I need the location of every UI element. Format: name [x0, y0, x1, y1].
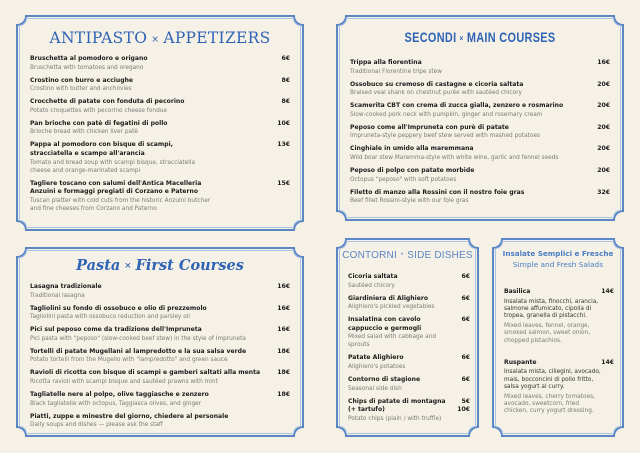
menu-item-description-italian: Insalata mista, finocchi, arancia, salmone affumicato, cipolla di tropea, granella di pistacchi. [504, 298, 599, 319]
title-italian: ANTIPASTO [49, 29, 148, 47]
menu-item-name: Cicoria saltata [348, 273, 398, 280]
menu-item [30, 369, 290, 386]
menu-item [350, 124, 610, 141]
title-italian: CONTORNI [342, 250, 397, 261]
menu-item-price: 6€ [461, 316, 470, 324]
menu-item [348, 398, 470, 423]
contorni-section [336, 238, 479, 437]
menu-item-price: 6€ [461, 375, 470, 383]
menu-item-text [350, 59, 597, 76]
menu-item [350, 167, 610, 184]
menu-item-price: 18€ [277, 369, 290, 377]
menu-item-text [30, 305, 277, 322]
menu-item-price: 10€ [277, 119, 290, 127]
title-italian: Insalate Semplici e Fresche [502, 249, 614, 258]
menu-item [504, 359, 614, 416]
menu-item-text [350, 124, 597, 141]
menu-item-description: Octopus "peposo" with soft potatoes [350, 176, 457, 183]
menu-list [350, 59, 610, 210]
menu-item-name: Filetto di manzo alla Rossini con il nostro foie gras [350, 188, 525, 196]
menu-item-text [30, 283, 277, 300]
menu-list [30, 55, 290, 218]
menu-item-description: Braised veal shank on chestnut purée with sautéed chicory [350, 90, 522, 97]
menu-item-description: Traditional Florentine tripe stew [350, 68, 442, 75]
menu-item-text [30, 326, 277, 343]
menu-item-text [350, 189, 597, 206]
menu-item-price: 13€ [277, 141, 290, 149]
menu-item-description: Impruneta-style peppery beef stew served with mashed potatoes [350, 133, 541, 140]
menu-list [30, 283, 290, 434]
section-title [16, 29, 304, 47]
menu-item-description: Crostino with butter and anchovies [30, 86, 132, 93]
menu-item [350, 145, 610, 162]
menu-item-text [30, 98, 282, 115]
section-title [492, 248, 624, 270]
menu-item-text [348, 354, 462, 371]
menu-item-name: Lasagna tradizionale [30, 283, 102, 290]
menu-list [348, 273, 470, 428]
menu-item-name: Cinghiale in umido alla maremmana [350, 145, 474, 153]
menu-item-text [30, 120, 277, 137]
menu-item-name: Tagliatelle nere al polpo, olive taggiasche e zenzero [30, 390, 209, 398]
menu-item-text [30, 180, 277, 213]
menu-item-price: 20€ [597, 123, 610, 131]
menu-item-name: Crocchette di patate con fonduta di pecorino [30, 98, 185, 106]
menu-item-price: 20€ [597, 145, 610, 153]
menu-item-price: 20€ [597, 80, 610, 88]
menu-item-price: 6€ [281, 55, 290, 62]
menu-item-text [350, 81, 597, 98]
menu-item [348, 273, 470, 290]
menu-item-name: Giardiniera di Alighiero [348, 294, 429, 302]
antipasto-section [16, 15, 304, 231]
menu-item-description: Wild boar stew Maremma-style with white wine, garlic and fennel seeds [350, 154, 559, 161]
insalate-section [492, 238, 624, 437]
menu-item-description: Alighiero's potatoes [348, 363, 406, 370]
menu-item-description: Seasonal side dish [348, 385, 402, 392]
menu-item-text [348, 273, 462, 290]
section-title [336, 250, 479, 261]
menu-item-description: Tagliolini pasta with ossobuco reduction and parsley oil [30, 314, 190, 321]
menu-item-description: Daily soups and dishes — please ask the staff [30, 422, 163, 429]
menu-item-price: 6€ [461, 354, 470, 362]
menu-item-name: Tortelli di patate Mugellani al lampredotto e la sua salsa verde [30, 347, 247, 355]
menu-item [348, 295, 470, 312]
menu-item-text [350, 167, 597, 184]
menu-item [350, 102, 610, 119]
menu-item-name: Basilica [504, 288, 531, 295]
menu-item-description-english: Mixed leaves, fennel, orange, smoked salmon, sweet onion, chopped pistachios. [504, 323, 591, 344]
menu-item-text [30, 348, 277, 365]
menu-item-description: Potato chips (plain / with truffle) [348, 415, 442, 422]
title-italian: Pasta [76, 257, 121, 274]
menu-item [30, 305, 290, 322]
menu-item-name: Pappa al pomodoro con bisque di scampi, stracciatella e scampo all'arancia [30, 141, 173, 157]
title-english: MAIN COURSES [466, 29, 556, 45]
title-english: SIDE DISHES [407, 250, 473, 261]
title-italian: SECONDI [404, 29, 457, 45]
menu-item [30, 413, 290, 430]
menu-list [504, 288, 614, 430]
menu-item-price: 16€ [597, 59, 610, 66]
menu-item-price: 16€ [277, 304, 290, 312]
menu-item-name: Crostino con burro e acciughe [30, 76, 134, 84]
menu-item [30, 391, 290, 408]
menu-item-price: 18€ [277, 347, 290, 355]
secondi-section [336, 15, 624, 221]
menu-item-text [350, 145, 597, 162]
menu-item-name: Ossobuco su cremoso di castagne e cicoria saltata [350, 80, 524, 88]
menu-item-description: Tuscan platter with cold cuts from the historic Anzuini butcher and fine cheeses from Corzano and Paterno [30, 197, 211, 212]
menu-item-name: Pici sul peposo come da tradizione dell'Impruneta [30, 326, 202, 334]
menu-item-description: Traditional lasagna [30, 292, 85, 299]
menu-item-name: Trippa alla fiorentina [350, 59, 422, 66]
menu-item-name: Bruschetta al pomodoro e origano [30, 55, 148, 62]
menu-item-price: 32€ [597, 188, 610, 196]
menu-item-name: Scamerita CBT con crema di zucca gialla, zenzero e rosmarino [350, 102, 564, 110]
menu-item-price: 18€ [277, 390, 290, 398]
menu-item [504, 288, 614, 345]
menu-item-name: Chips di patate di montagna (+ tartufo) [348, 397, 446, 414]
menu-item-description: Beef fillet Rossini-style with our foie gras [350, 198, 469, 205]
menu-item-price: 5€ 10€ [457, 397, 470, 414]
menu-item-price: 20€ [597, 102, 610, 110]
menu-item-name: Pan brioche con patè di fegatini di pollo [30, 119, 168, 127]
menu-item-price: 8€ [281, 76, 290, 84]
menu-item-name: Ruspante [504, 358, 537, 366]
menu-item-text [30, 77, 282, 94]
menu-item-price: 14€ [601, 288, 614, 295]
menu-item-description: Black tagliatelle with octopus, Taggiasca olives, and ginger [30, 400, 202, 407]
title-separator: × [151, 33, 160, 45]
menu-item-price: 14€ [601, 358, 614, 366]
menu-item [30, 326, 290, 343]
menu-item-description: Potato tortelli from the Mugello with "lampredotto" and green sauce [30, 357, 228, 364]
menu-item-name: Patate Alighiero [348, 354, 404, 362]
menu-item-description-english: Mixed leaves, cherry tomatoes, avocado, sweetcorn, fried chicken, curry yogurt dressing. [504, 394, 596, 415]
menu-item [30, 283, 290, 300]
menu-item-description: Mixed salad with cabbage and sprouts [348, 334, 436, 349]
menu-item-price: 16€ [277, 326, 290, 334]
menu-item [30, 120, 290, 137]
menu-item-text [30, 141, 277, 174]
menu-item-description: Tomato and bread soup with scampi bisque, stracciatella cheese and orange-marinated scampi [30, 159, 196, 174]
menu-item-price: 6€ [461, 273, 470, 280]
title-separator: • [400, 252, 404, 259]
menu-item-description: Ricotta ravioli with scampi bisque and sautéed prawns with mint [30, 378, 218, 385]
menu-item-name: Piatti, zuppe e minestre del giorno, chiedere al personale [30, 412, 229, 420]
menu-item [30, 98, 290, 115]
menu-item [350, 59, 610, 76]
menu-item [30, 77, 290, 94]
title-english: Simple and Fresh Salads [512, 260, 604, 269]
menu-item-name: Contorno di stagione [348, 375, 421, 383]
title-english: APPETIZERS [163, 29, 271, 47]
menu-item-price: 16€ [277, 283, 290, 290]
title-english: First Courses [135, 257, 244, 274]
menu-item-name: Ravioli di ricotta con bisque di scampi e gamberi saltati alla menta [30, 369, 261, 377]
menu-item-name: Peposo come all'Impruneta con purè di patate [350, 123, 509, 131]
title-separator: × [459, 33, 464, 44]
menu-item-name: Insalatina con cavolo cappuccio e germogli [348, 316, 422, 332]
menu-item-description: Bruschetta with tomatoes and oregano [30, 64, 144, 71]
menu-item-description: Slow-cooked pork neck with pumpkin, ginger and rosemary cream [350, 111, 543, 118]
menu-item-description: Sautéed chicory [348, 282, 395, 289]
menu-item-price: 20€ [597, 166, 610, 174]
menu-item-price: 8€ [281, 98, 290, 106]
menu-item-price: 6€ [461, 294, 470, 302]
menu-item-text [504, 288, 601, 345]
menu-item-text [348, 376, 462, 393]
menu-item-name: Tagliere toscano con salumi dell'Antica Macelleria Anzuini e formaggi pregiati di Corzano e Paterno [30, 179, 202, 196]
menu-item-description-italian: Insalata mista, ciliegini, avocado, mais, bocconcini di pollo fritto, salsa yogurt al curry. [504, 369, 601, 390]
menu-item-text [504, 359, 601, 416]
menu-item [30, 141, 290, 174]
menu-item-name: Peposo di polpo con patate morbide [350, 166, 475, 174]
menu-item [30, 180, 290, 213]
section-title [16, 257, 304, 274]
menu-item [350, 189, 610, 206]
menu-item [348, 316, 470, 349]
menu-item [30, 348, 290, 365]
menu-item-description: Alighiero's pickled vegetables [348, 304, 435, 311]
menu-item [350, 81, 610, 98]
pasta-section [16, 247, 304, 437]
menu-item [348, 376, 470, 393]
menu-item-text [348, 398, 457, 423]
title-separator: × [124, 261, 132, 271]
menu-item [30, 55, 290, 72]
menu-item-text [30, 55, 282, 72]
menu-item-description: Pici pasta with "peposo" (slow-cooked beef stew) in the style of Impruneta [30, 335, 246, 342]
section-title [368, 29, 593, 45]
menu-item-text [348, 295, 462, 312]
menu-item-text [30, 391, 277, 408]
menu-item-text [348, 316, 462, 349]
menu-item-description: Potato croquettes with pecorino cheese fondue [30, 107, 167, 114]
menu-item-text [30, 369, 277, 386]
menu-item-name: Tagliolini su fondo di ossobuco e olio di prezzemolo [30, 304, 207, 312]
menu-item-text [350, 102, 597, 119]
menu-item [348, 354, 470, 371]
menu-item-text [30, 413, 290, 430]
menu-item-price: 15€ [277, 179, 290, 187]
menu-item-description: Brioche bread with chicken liver patè [30, 129, 138, 136]
